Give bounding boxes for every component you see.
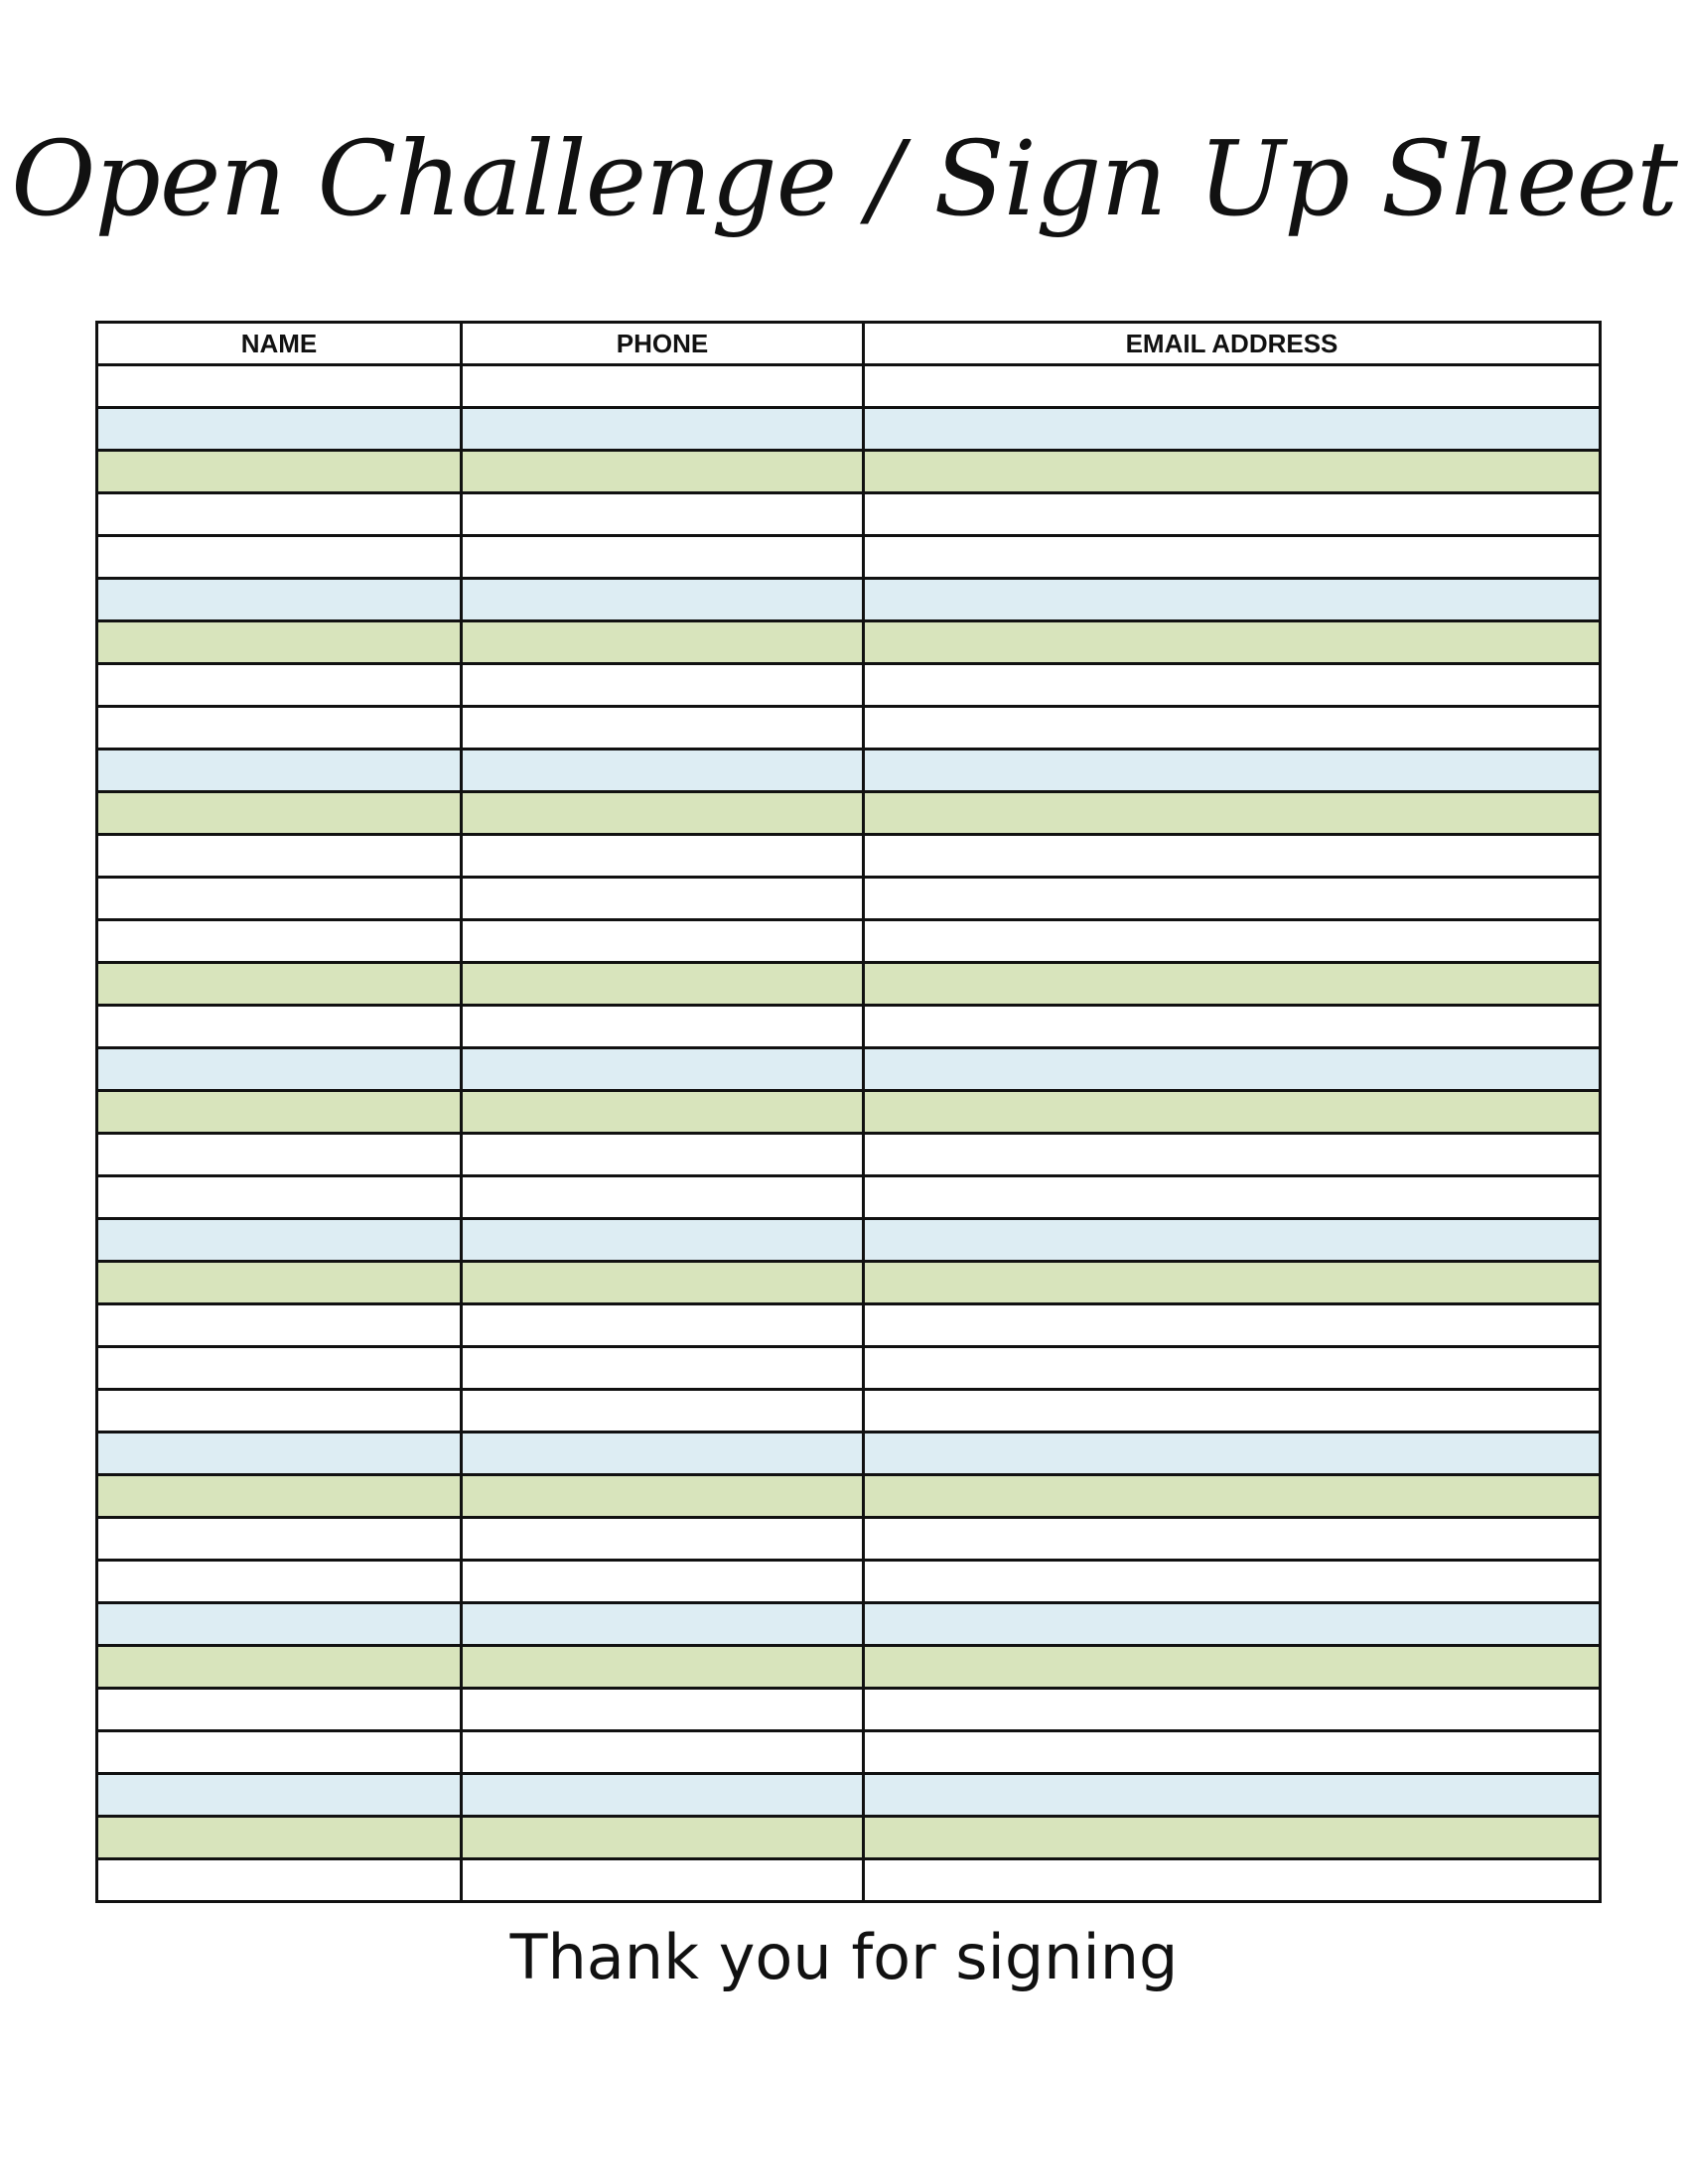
phone-cell[interactable] xyxy=(462,664,864,707)
name-cell[interactable] xyxy=(97,1731,462,1774)
phone-cell[interactable] xyxy=(462,835,864,878)
email-cell[interactable] xyxy=(864,750,1601,792)
name-cell[interactable] xyxy=(97,1689,462,1731)
name-cell[interactable] xyxy=(97,664,462,707)
table-row xyxy=(97,1561,1601,1603)
email-cell[interactable] xyxy=(864,664,1601,707)
email-cell[interactable] xyxy=(864,1817,1601,1859)
email-cell[interactable] xyxy=(864,920,1601,963)
phone-cell[interactable] xyxy=(462,792,864,835)
phone-cell[interactable] xyxy=(462,451,864,493)
email-cell[interactable] xyxy=(864,1518,1601,1561)
email-cell[interactable] xyxy=(864,1262,1601,1304)
table-row xyxy=(97,1176,1601,1219)
email-cell[interactable] xyxy=(864,1475,1601,1518)
email-cell[interactable] xyxy=(864,408,1601,451)
email-cell[interactable] xyxy=(864,1859,1601,1902)
phone-cell[interactable] xyxy=(462,963,864,1006)
name-cell[interactable] xyxy=(97,1859,462,1902)
table-row xyxy=(97,1518,1601,1561)
name-cell[interactable] xyxy=(97,1561,462,1603)
phone-cell[interactable] xyxy=(462,1048,864,1091)
email-cell[interactable] xyxy=(864,1176,1601,1219)
phone-cell[interactable] xyxy=(462,365,864,408)
table-row xyxy=(97,1304,1601,1347)
phone-cell[interactable] xyxy=(462,1518,864,1561)
table-row xyxy=(97,1006,1601,1048)
table-row xyxy=(97,1433,1601,1475)
email-cell[interactable] xyxy=(864,493,1601,536)
email-cell[interactable] xyxy=(864,1731,1601,1774)
table-row xyxy=(97,835,1601,878)
email-cell[interactable] xyxy=(864,536,1601,579)
phone-cell[interactable] xyxy=(462,1262,864,1304)
table-row xyxy=(97,1262,1601,1304)
phone-cell[interactable] xyxy=(462,920,864,963)
phone-cell[interactable] xyxy=(462,1859,864,1902)
table-row xyxy=(97,792,1601,835)
phone-cell[interactable] xyxy=(462,621,864,664)
phone-cell[interactable] xyxy=(462,1689,864,1731)
table-row xyxy=(97,365,1601,408)
phone-cell[interactable] xyxy=(462,1347,864,1390)
name-cell[interactable] xyxy=(97,1219,462,1262)
table-row xyxy=(97,1817,1601,1859)
email-cell[interactable] xyxy=(864,707,1601,750)
name-cell[interactable] xyxy=(97,493,462,536)
name-cell[interactable] xyxy=(97,408,462,451)
email-cell[interactable] xyxy=(864,621,1601,664)
email-cell[interactable] xyxy=(864,1347,1601,1390)
phone-cell[interactable] xyxy=(462,408,864,451)
email-cell[interactable] xyxy=(864,1561,1601,1603)
name-cell[interactable] xyxy=(97,1774,462,1817)
name-cell[interactable] xyxy=(97,1646,462,1689)
email-cell[interactable] xyxy=(864,1689,1601,1731)
phone-cell[interactable] xyxy=(462,750,864,792)
phone-cell[interactable] xyxy=(462,493,864,536)
table-row xyxy=(97,1731,1601,1774)
table-row xyxy=(97,878,1601,920)
email-cell[interactable] xyxy=(864,1091,1601,1134)
thank-you-note: Thank you for signing xyxy=(509,1921,1179,1993)
email-cell[interactable] xyxy=(864,1048,1601,1091)
email-cell[interactable] xyxy=(864,365,1601,408)
name-cell[interactable] xyxy=(97,1475,462,1518)
email-cell[interactable] xyxy=(864,963,1601,1006)
table-row xyxy=(97,1475,1601,1518)
phone-cell[interactable] xyxy=(462,579,864,621)
name-cell[interactable] xyxy=(97,1603,462,1646)
table-row xyxy=(97,664,1601,707)
table-row xyxy=(97,1859,1601,1902)
name-cell[interactable] xyxy=(97,621,462,664)
phone-cell[interactable] xyxy=(462,1475,864,1518)
email-cell[interactable] xyxy=(864,1219,1601,1262)
name-cell[interactable] xyxy=(97,750,462,792)
table-row xyxy=(97,1646,1601,1689)
email-cell[interactable] xyxy=(864,835,1601,878)
phone-cell[interactable] xyxy=(462,1561,864,1603)
name-cell[interactable] xyxy=(97,536,462,579)
page-title: Open Challenge / Sign Up Sheet xyxy=(11,118,1677,239)
email-cell[interactable] xyxy=(864,792,1601,835)
table-header-row xyxy=(97,323,1601,365)
name-cell[interactable] xyxy=(97,1006,462,1048)
name-cell[interactable] xyxy=(97,579,462,621)
phone-cell[interactable] xyxy=(462,1006,864,1048)
name-cell[interactable] xyxy=(97,1347,462,1390)
phone-cell[interactable] xyxy=(462,1390,864,1433)
table-row xyxy=(97,408,1601,451)
email-cell[interactable] xyxy=(864,579,1601,621)
table-row xyxy=(97,1347,1601,1390)
table-row xyxy=(97,750,1601,792)
phone-cell[interactable] xyxy=(462,1731,864,1774)
table-row xyxy=(97,707,1601,750)
name-cell[interactable] xyxy=(97,451,462,493)
table-row xyxy=(97,963,1601,1006)
email-cell[interactable] xyxy=(864,1433,1601,1475)
email-cell[interactable] xyxy=(864,1774,1601,1817)
phone-cell[interactable] xyxy=(462,1176,864,1219)
email-cell[interactable] xyxy=(864,1134,1601,1176)
email-cell[interactable] xyxy=(864,878,1601,920)
phone-cell[interactable] xyxy=(462,707,864,750)
table-row xyxy=(97,1774,1601,1817)
table-row xyxy=(97,451,1601,493)
name-cell[interactable] xyxy=(97,1176,462,1219)
phone-cell[interactable] xyxy=(462,878,864,920)
table-row xyxy=(97,1134,1601,1176)
name-cell[interactable] xyxy=(97,1518,462,1561)
name-cell[interactable] xyxy=(97,1091,462,1134)
email-cell[interactable] xyxy=(864,451,1601,493)
phone-cell[interactable] xyxy=(462,1433,864,1475)
sign-up-table xyxy=(95,321,1602,1903)
table-body xyxy=(97,365,1601,1902)
column-header-phone: PHONE xyxy=(462,323,864,365)
email-cell[interactable] xyxy=(864,1006,1601,1048)
phone-cell[interactable] xyxy=(462,1774,864,1817)
name-cell[interactable] xyxy=(97,878,462,920)
table-row xyxy=(97,1048,1601,1091)
name-cell[interactable] xyxy=(97,920,462,963)
phone-cell[interactable] xyxy=(462,1603,864,1646)
phone-cell[interactable] xyxy=(462,1304,864,1347)
name-cell[interactable] xyxy=(97,835,462,878)
name-cell[interactable] xyxy=(97,365,462,408)
phone-cell[interactable] xyxy=(462,1091,864,1134)
table-row xyxy=(97,920,1601,963)
name-cell[interactable] xyxy=(97,707,462,750)
name-cell[interactable] xyxy=(97,1433,462,1475)
email-cell[interactable] xyxy=(864,1603,1601,1646)
column-header-name: NAME xyxy=(97,323,462,365)
phone-cell[interactable] xyxy=(462,1219,864,1262)
table-row xyxy=(97,1390,1601,1433)
phone-cell[interactable] xyxy=(462,1817,864,1859)
name-cell[interactable] xyxy=(97,1262,462,1304)
email-cell[interactable] xyxy=(864,1390,1601,1433)
table-row xyxy=(97,579,1601,621)
phone-cell[interactable] xyxy=(462,1134,864,1176)
column-header-email: EMAIL ADDRESS xyxy=(864,323,1601,365)
phone-cell[interactable] xyxy=(462,1646,864,1689)
table-row xyxy=(97,493,1601,536)
name-cell[interactable] xyxy=(97,963,462,1006)
table-row xyxy=(97,536,1601,579)
table-row xyxy=(97,1091,1601,1134)
name-cell[interactable] xyxy=(97,1304,462,1347)
email-cell[interactable] xyxy=(864,1304,1601,1347)
email-cell[interactable] xyxy=(864,1646,1601,1689)
name-cell[interactable] xyxy=(97,1817,462,1859)
name-cell[interactable] xyxy=(97,1048,462,1091)
table-row xyxy=(97,1689,1601,1731)
table-row xyxy=(97,621,1601,664)
name-cell[interactable] xyxy=(97,1134,462,1176)
table-row xyxy=(97,1603,1601,1646)
table-row xyxy=(97,1219,1601,1262)
name-cell[interactable] xyxy=(97,1390,462,1433)
phone-cell[interactable] xyxy=(462,536,864,579)
name-cell[interactable] xyxy=(97,792,462,835)
